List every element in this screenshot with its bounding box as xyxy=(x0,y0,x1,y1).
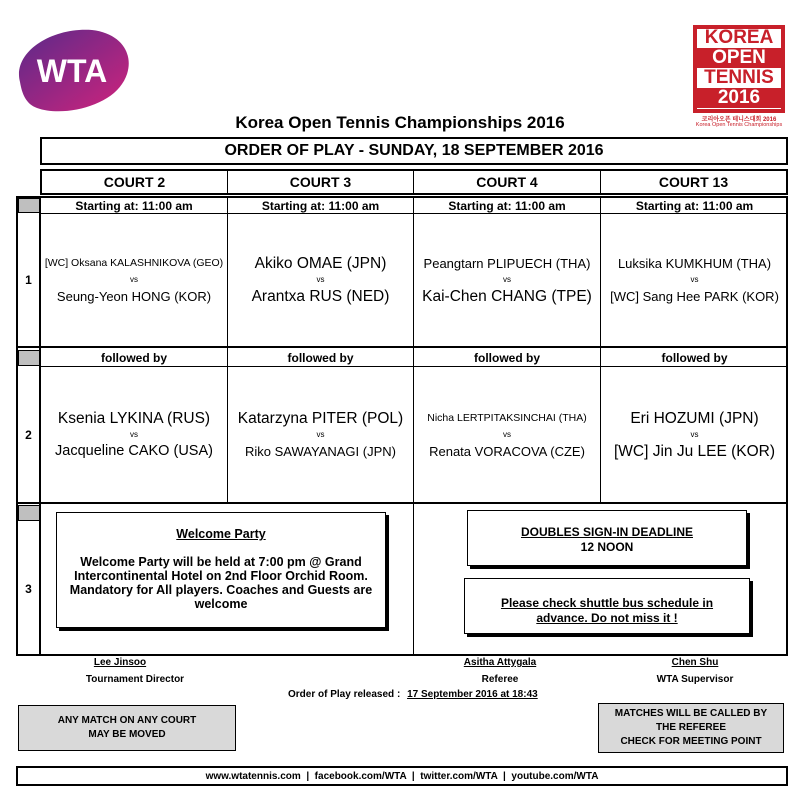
vs-label: vs xyxy=(503,275,511,284)
referee-line1: MATCHES WILL BE CALLED BY xyxy=(614,708,768,719)
order-of-play-header: ORDER OF PLAY - SUNDAY, 18 SEPTEMBER 2016 xyxy=(40,137,788,165)
referee-line2: THE REFEREE xyxy=(655,722,726,733)
match-cell xyxy=(41,214,227,346)
svg-text:WTA: WTA xyxy=(36,53,108,89)
official-name: Asitha Attygala xyxy=(463,657,537,668)
vs-label: vs xyxy=(130,275,138,284)
player-1: Akiko OMAE (JPN) xyxy=(254,255,387,272)
welcome-party-title: Welcome Party xyxy=(176,527,266,541)
court-header: COURT 13 xyxy=(658,174,729,190)
korea-logo-sub1: 코리아오픈 테니스대회 2016 xyxy=(701,117,777,123)
match-moved-line1: ANY MATCH ON ANY COURT xyxy=(57,715,197,726)
referee-notice xyxy=(598,703,784,753)
player-2: Jacqueline CAKO (USA) xyxy=(55,442,213,459)
vs-label: vs xyxy=(690,429,699,439)
player-2: Arantxa RUS (NED) xyxy=(251,288,390,305)
match-cell xyxy=(228,214,413,346)
page-title: Korea Open Tennis Championships 2016 xyxy=(235,113,565,132)
korea-logo-line2: OPEN xyxy=(697,48,781,68)
vs-label: vs xyxy=(503,429,511,439)
player-2: Seung-Yeon HONG (KOR) xyxy=(56,289,212,304)
start-time: Starting at: 11:00 am xyxy=(75,198,193,213)
player-2: Riko SAWAYANAGI (JPN) xyxy=(245,443,396,459)
row-number: 3 xyxy=(25,581,32,596)
official-name: Chen Shu xyxy=(671,657,719,668)
match-cell xyxy=(41,367,227,502)
player-1: Katarzyna PITER (POL) xyxy=(237,409,404,427)
row-marker xyxy=(18,198,40,213)
welcome-party-text: Welcome Party will be held at 7:00 pm @ Grand Intercontinental Hotel on 2nd Floor Orchid Room. Mandatory for All players. Coaches and Guests are welcome xyxy=(69,555,373,611)
followed-by: followed by xyxy=(101,350,167,365)
player-2: [WC] Jin Ju LEE (KOR) xyxy=(613,442,776,460)
doubles-deadline-time: 12 NOON xyxy=(580,540,634,554)
official-role: WTA Supervisor xyxy=(656,674,734,685)
row-marker xyxy=(18,505,40,521)
player-2: Kai-Chen CHANG (TPE) xyxy=(422,288,592,305)
doubles-deadline-notice xyxy=(467,510,747,566)
followed-by: followed by xyxy=(287,350,354,365)
court-header: COURT 4 xyxy=(476,174,538,190)
start-time: Starting at: 11:00 am xyxy=(635,198,754,213)
row-number: 1 xyxy=(25,273,32,287)
followed-by: followed by xyxy=(474,350,540,365)
release-value: 17 September 2016 at 18:43 xyxy=(407,689,538,700)
release-label: Order of Play released : xyxy=(288,689,401,700)
match-moved-line2: MAY BE MOVED xyxy=(88,729,166,740)
vs-label: vs xyxy=(690,275,699,284)
korea-logo-line1: KOREA xyxy=(704,27,774,48)
player-2: Renata VORACOVA (CZE) xyxy=(429,443,585,459)
match-cell xyxy=(601,214,788,346)
player-1: Nicha LERTPITAKSINCHAI (THA) xyxy=(427,411,587,424)
vs-label: vs xyxy=(316,429,325,439)
match-cell xyxy=(414,367,600,502)
korea-logo-line3: TENNIS xyxy=(704,67,774,88)
start-time: Starting at: 11:00 am xyxy=(448,198,566,213)
player-1: Luksika KUMKHUM (THA) xyxy=(617,256,772,271)
player-2: [WC] Sang Hee PARK (KOR) xyxy=(610,289,779,304)
korea-logo-line4: 2016 xyxy=(697,88,781,108)
referee-line3: CHECK FOR MEETING POINT xyxy=(620,736,762,747)
row-marker xyxy=(18,350,40,366)
vs-label: vs xyxy=(130,429,138,439)
korea-logo-sub2: Korea Open Tennis Championships xyxy=(695,122,783,128)
wta-logo xyxy=(12,22,134,116)
footer-text: www.wtatennis.com | facebook.com/WTA | twitter.com/WTA | youtube.com/WTA xyxy=(205,770,599,782)
korea-open-logo xyxy=(693,25,785,135)
doubles-deadline-title: DOUBLES SIGN-IN DEADLINE xyxy=(520,525,693,539)
match-moved-notice xyxy=(18,705,236,751)
match-cell xyxy=(601,367,788,502)
row-number: 2 xyxy=(25,427,32,442)
match-cell xyxy=(414,214,600,346)
footer-links xyxy=(16,766,788,786)
start-time: Starting at: 11:00 am xyxy=(261,198,380,213)
player-1: [WC] Oksana KALASHNIKOVA (GEO) xyxy=(44,257,224,269)
official-role: Tournament Director xyxy=(85,674,185,685)
welcome-party-notice xyxy=(56,512,386,628)
official-name: Lee Jinsoo xyxy=(93,657,147,668)
court-header: COURT 3 xyxy=(289,174,352,190)
vs-label: vs xyxy=(316,275,325,284)
player-1: Eri HOZUMI (JPN) xyxy=(630,409,759,427)
official-role: Referee xyxy=(481,674,519,685)
match-cell xyxy=(228,367,413,502)
court-header: COURT 2 xyxy=(103,174,166,190)
shuttle-bus-notice xyxy=(464,578,750,634)
shuttle-bus-text: Please check shuttle bus schedule in advance. Do not miss it ! xyxy=(500,596,714,625)
player-1: Peangtarn PLIPUECH (THA) xyxy=(423,256,591,271)
release-info xyxy=(288,689,588,700)
player-1: Ksenia LYKINA (RUS) xyxy=(57,409,211,427)
followed-by: followed by xyxy=(661,350,728,365)
